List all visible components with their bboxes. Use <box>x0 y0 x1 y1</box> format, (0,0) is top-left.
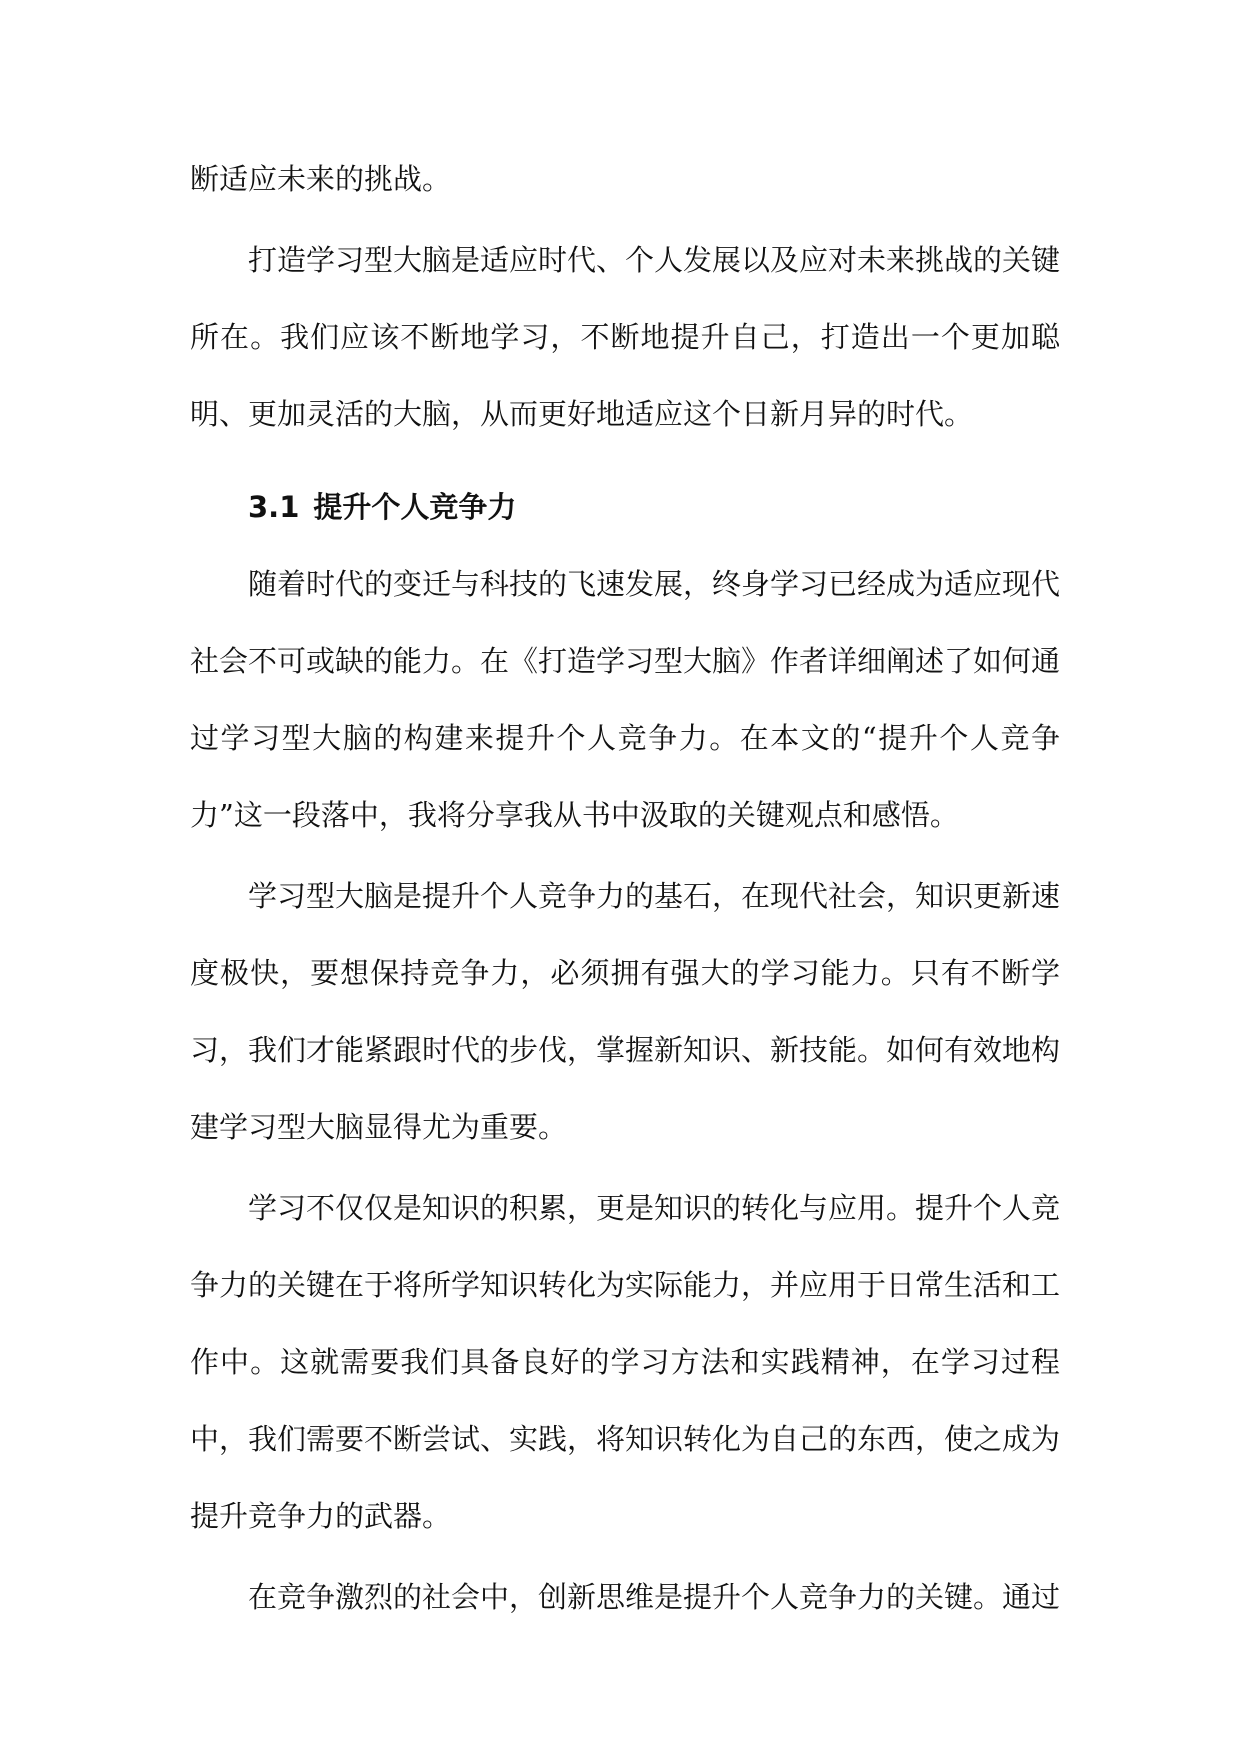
continuation-paragraph: 断适应未来的挑战。 <box>190 162 452 196</box>
paragraph-knowledge-application: 学习不仅仅是知识的积累，更是知识的转化与应用。提升个人竞争力的关键在于将所学知识转化为实际能力，并应用于日常生活和工作中。这就需要我们具备良好的学习方法和实践精神，在学习过程中，我们需要不断尝试、实践，将知识转化为自己的东西，使之成为提升竞争力的武器。 <box>190 1191 1061 1533</box>
document-body <box>190 141 1060 1640</box>
section-title: 提升个人竞争力 <box>313 490 517 524</box>
section-heading <box>190 469 1060 546</box>
paragraph-innovative-thinking: 在竞争激烈的社会中，创新思维是提升个人竞争力的关键。通过 <box>248 1580 1061 1614</box>
paragraph-learning-brain-key: 打造学习型大脑是适应时代、个人发展以及应对未来挑战的关键所在。我们应该不断地学习，不断地提升自己，打造出一个更加聪明、更加灵活的大脑，从而更好地适应这个日新月异的时代。 <box>190 243 1061 431</box>
paragraph-lifelong-learning: 随着时代的变迁与科技的飞速发展，终身学习已经成为适应现代社会不可或缺的能力。在《打造学习型大脑》作者详细阐述了如何通过学习型大脑的构建来提升个人竞争力。在本文的“提升个人竞争力”这一段落中，我将分享我从书中汲取的关键观点和感悟。 <box>190 567 1061 832</box>
section-number: 3.1 <box>248 490 300 524</box>
paragraph-cornerstone: 学习型大脑是提升个人竞争力的基石，在现代社会，知识更新速度极快，要想保持竞争力，必须拥有强大的学习能力。只有不断学习，我们才能紧跟时代的步伐，掌握新知识、新技能。如何有效地构建学习型大脑显得尤为重要。 <box>190 879 1061 1144</box>
